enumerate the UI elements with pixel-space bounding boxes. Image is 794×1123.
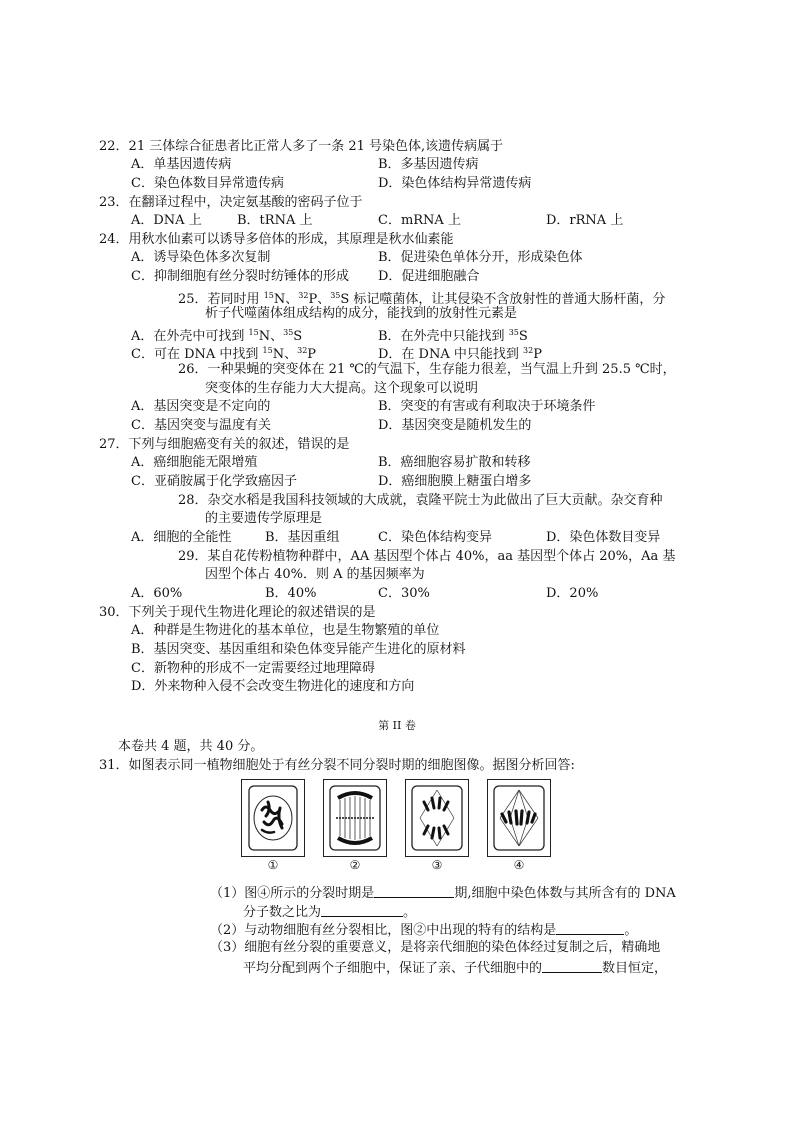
q24-option-a: A．诱导染色体多次复制	[131, 250, 271, 265]
q28-stem-line2: 的主要遗传学原理是	[205, 511, 323, 526]
q27-option-d: D．癌细胞膜上糖蛋白增多	[378, 474, 532, 489]
q27-option-a: A．癌细胞能无限增殖	[131, 455, 258, 470]
figure-label-2: ②	[349, 858, 361, 872]
q25-option-a: A．在外壳中可找到 $^{15}$N、$^{35}$S	[131, 328, 303, 344]
q27-option-b: B．癌细胞容易扩散和转移	[378, 455, 531, 470]
q25-stem-line2: 析子代噬菌体组成结构的成分，能找到的放射性元素是	[205, 306, 518, 321]
q26-option-c: C．基因突变与温度有关	[131, 418, 271, 433]
q24-option-d: D．促进细胞融合	[378, 269, 480, 284]
section-intro: 本卷共 4 题，共 40 分。	[118, 739, 264, 754]
q22-option-a: A．单基因遗传病	[131, 157, 232, 172]
q27-stem: 27．下列与细胞癌变有关的叙述，错误的是	[99, 437, 350, 452]
figure-label-3: ③	[431, 858, 443, 872]
cell-figure-3	[405, 779, 469, 857]
q30-option-b: B．基因突变、基因重组和染色体变异能产生进化的原材料	[131, 642, 466, 657]
section-title: 第 II 卷	[378, 719, 416, 732]
q24-option-c: C．抑制细胞有丝分裂时纺锤体的形成	[131, 269, 349, 284]
q30-stem: 30．下列关于现代生物进化理论的叙述错误的是	[99, 605, 376, 620]
q30-option-a: A．种群是生物进化的基本单位，也是生物繁殖的单位	[131, 623, 440, 638]
q28-option-c: C．染色体结构变异	[378, 530, 492, 545]
q31-subq3: （3）细胞有丝分裂的重要意义，是将亲代细胞的染色体经过复制之后，精确地	[210, 940, 661, 955]
q22-option-b: B．多基因遗传病	[378, 157, 479, 172]
q27-option-c: C．亚硝胺属于化学致癌因子	[131, 474, 297, 489]
q24-option-b: B．促进染色单体分开，形成染色体	[378, 250, 583, 265]
q26-option-a: A．基因突变是不定向的	[131, 399, 271, 414]
q29-stem: 29．某自花传粉植物种群中，AA 基因型个体占 40%，aa 基因型个体占 20%，Aa 基	[178, 549, 676, 564]
q29-option-d: D．20%	[546, 586, 599, 601]
q25-option-c: C．可在 DNA 中找到 $^{15}$N、$^{32}$P	[131, 346, 317, 362]
q25-option-b: B．在外壳中只能找到 $^{35}$S	[378, 328, 528, 344]
q29-option-c: C．30%	[378, 586, 430, 601]
q23-stem: 23．在翻译过程中，决定氨基酸的密码子位于	[99, 195, 363, 210]
answer-blank-1[interactable]	[374, 884, 454, 898]
q28-option-a: A．细胞的全能性	[131, 530, 232, 545]
q25-option-d: D．在 DNA 中只能找到 $^{32}$P	[378, 346, 542, 362]
q29-stem-line2: 因型个体占 40%．则 A 的基因频率为	[205, 567, 425, 582]
q23-option-a: A．DNA 上	[131, 213, 202, 228]
figure-label-1: ①	[267, 858, 279, 872]
figure-label-4: ④	[513, 858, 525, 872]
q22-option-c: C．染色体数目异常遗传病	[131, 176, 284, 191]
q29-option-a: A．60%	[131, 586, 183, 601]
q25-stem: 25．若同时用 $^{15}$N、$^{32}$P、$^{35}$S 标记噬菌体，让其侵染不含放射性的普通大肠杆菌，分	[178, 291, 666, 307]
q26-stem: 26．一种果蝇的突变体在 21 ℃的气温下，生存能力很差，当气温上升到 25.5 ℃时，	[178, 362, 676, 377]
q28-option-d: D．染色体数目变异	[546, 530, 661, 545]
cell-figure-2	[323, 779, 387, 857]
q22-stem: 22．21 三体综合征患者比正常人多了一条 21 号染色体,该遗传病属于	[99, 139, 504, 154]
q30-option-c: C．新物种的形成不一定需要经过地理障碍	[131, 661, 375, 676]
q29-option-b: B．40%	[265, 586, 317, 601]
answer-blank-3[interactable]	[556, 921, 624, 935]
q26-option-b: B．突变的有害或有利取决于环境条件	[378, 399, 596, 414]
cell-figure-4	[487, 779, 551, 857]
q23-option-b: B．tRNA 上	[237, 213, 313, 228]
q26-stem-line2: 突变体的生存能力大大提高。这个现象可以说明	[205, 381, 479, 396]
q31-subq2: （2）与动物细胞有丝分裂相比，图②中出现的特有的结构是 。	[210, 923, 638, 938]
q23-option-d: D．rRNA 上	[546, 213, 624, 228]
q26-option-d: D．基因突变是随机发生的	[378, 418, 532, 433]
q31-stem: 31．如图表示同一植物细胞处于有丝分裂不同分裂时期的细胞图像。据图分析回答:	[99, 758, 575, 773]
q23-option-c: C．mRNA 上	[378, 213, 461, 228]
q31-subq1-line2: 分子数之比为 。	[243, 905, 417, 920]
q28-stem: 28．杂交水稻是我国科技领域的大成就，袁隆平院士为此做出了巨大贡献。杂交育种	[178, 493, 663, 508]
q28-option-b: B．基因重组	[265, 530, 340, 545]
q30-option-d: D．外来物种入侵不会改变生物进化的速度和方向	[131, 679, 415, 694]
q31-subq3-line2: 平均分配到两个子细胞中，保证了亲、子代细胞中的 数目恒定，	[243, 961, 668, 976]
answer-blank-4[interactable]	[542, 959, 602, 973]
q24-stem: 24．用秋水仙素可以诱导多倍体的形成，其原理是秋水仙素能	[99, 232, 454, 247]
cell-figure-1	[241, 779, 305, 857]
q31-subq1: （1）图④所示的分裂时期是 期,细胞中染色体数与其所含有的 DNA	[210, 886, 676, 901]
answer-blank-2[interactable]	[321, 903, 403, 917]
q22-option-d: D．染色体结构异常遗传病	[378, 176, 532, 191]
